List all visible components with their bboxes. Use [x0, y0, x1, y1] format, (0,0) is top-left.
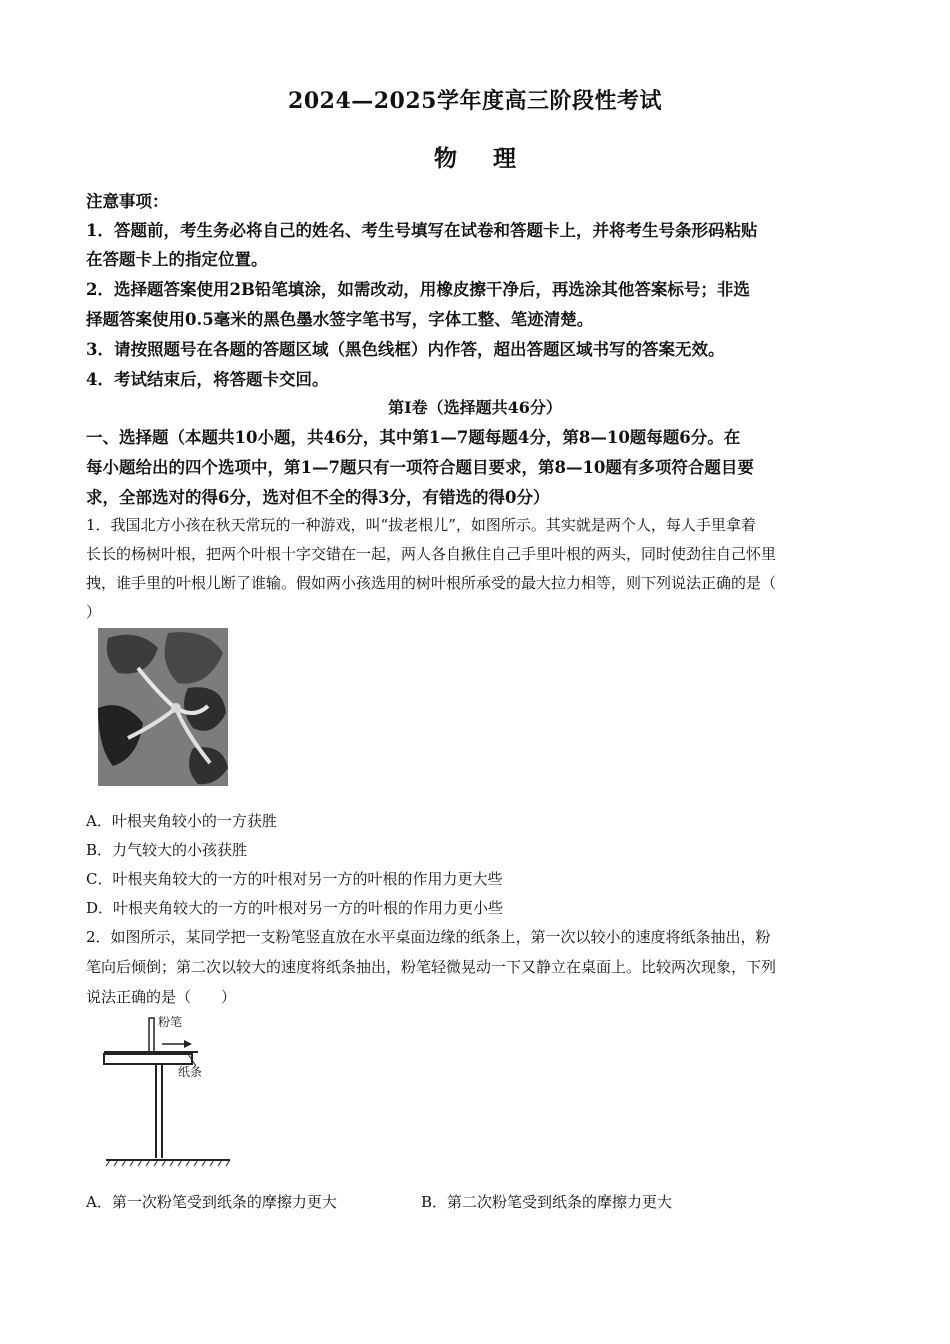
notice-line: 1．答题前，考生务必将自己的姓名、考生号填写在试卷和答题卡上，并将考生号条形码粘贴: [86, 221, 758, 240]
question-1-option-a: A．叶根夹角较小的一方获胜: [86, 812, 277, 830]
paper-label: 纸条: [178, 1065, 203, 1079]
question-1-option-c: C．叶根夹角较大的一方的叶根对另一方的叶根的作用力更大些: [86, 870, 503, 888]
notice-heading: 注意事项：: [86, 192, 169, 211]
notice-line: 在答题卡上的指定位置。: [86, 250, 268, 269]
subject-title: 物 理: [433, 145, 530, 172]
question-1-text: ）: [86, 603, 102, 621]
chalk-label: 粉笔: [158, 1015, 183, 1029]
question-1-option-d: D．叶根夹角较大的一方的叶根对另一方的叶根的作用力更小些: [86, 899, 504, 917]
section-instruction: 每小题给出的四个选项中，第1—7题只有一项符合题目要求，第8—10题有多项符合题目要: [86, 458, 754, 477]
question-1-text: 1．我国北方小孩在秋天常玩的一种游戏，叫“拔老根儿”，如图所示。其实就是两个人，每人手里拿着: [86, 516, 756, 534]
chalk-table-diagram: [100, 1010, 240, 1170]
section-instruction: 一、选择题（本题共10小题，共46分，其中第1—7题每题4分，第8—10题每题6分。在: [86, 428, 741, 447]
leaf-stem-photo: [98, 628, 228, 786]
question-1-option-b: B．力气较大的小孩获胜: [86, 841, 248, 859]
question-1-text: 拽，谁手里的叶根儿断了谁输。假如两小孩选用的树叶根所承受的最大拉力相等，则下列说法正确的是（: [86, 574, 777, 592]
question-1-text: 长长的杨树叶根，把两个叶根十字交错在一起，两人各自揪住自己手里叶根的两头，同时使劲往自己怀里: [86, 545, 777, 563]
section-instruction: 求，全部选对的得6分，选对但不全的得3分，有错选的得0分）: [86, 488, 550, 507]
volume-title: 第Ⅰ卷（选择题共46分）: [388, 398, 562, 417]
notice-line: 择题答案使用0.5毫米的黑色墨水签字笔书写，字体工整、笔迹清楚。: [86, 310, 594, 329]
question-2-option-a: A．第一次粉笔受到纸条的摩擦力更大: [86, 1193, 337, 1211]
question-2-text: 说法正确的是（ ）: [86, 988, 237, 1006]
question-2-option-b: B．第二次粉笔受到纸条的摩擦力更大: [421, 1193, 673, 1211]
exam-title: 2024—2025学年度高三阶段性考试: [288, 88, 662, 114]
notice-line: 4．考试结束后，将答题卡交回。: [86, 370, 329, 389]
notice-line: 2．选择题答案使用2B铅笔填涂，如需改动，用橡皮擦干净后，再选涂其他答案标号；非选: [86, 280, 750, 299]
notice-line: 3．请按照题号在各题的答题区域（黑色线框）内作答，超出答题区域书写的答案无效。: [86, 340, 725, 359]
question-2-text: 2．如图所示，某同学把一支粉笔竖直放在水平桌面边缘的纸条上，第一次以较小的速度将纸条抽出，粉: [86, 928, 771, 946]
question-2-text: 笔向后倾倒；第二次以较大的速度将纸条抽出，粉笔轻微晃动一下又静立在桌面上。比较两次现象，下列: [86, 958, 777, 976]
